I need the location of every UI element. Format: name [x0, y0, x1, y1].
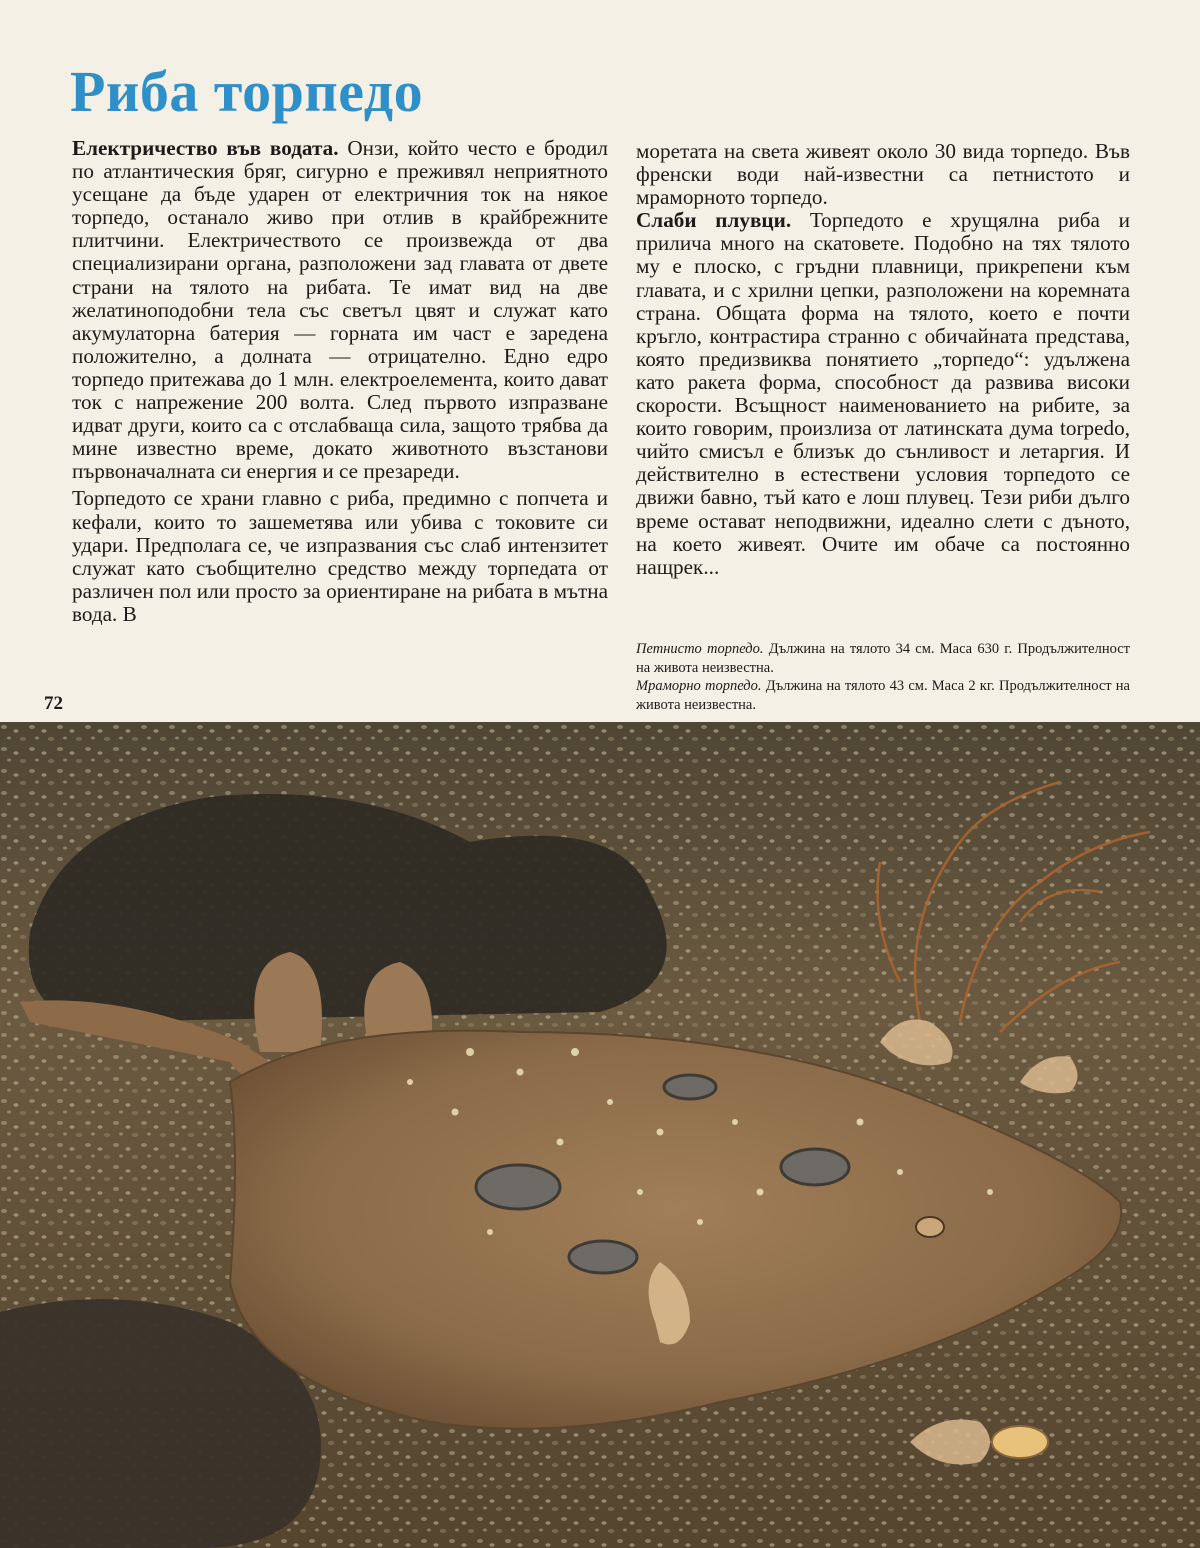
ray-eyespot — [569, 1241, 637, 1273]
paragraph-feeding: Торпедото се храни главно с риба, предимно с попчета и кефали, които то зашеметява или убива с токовите си удари. Предполага се, че изпразвания със слаб интензитет служат като съобщително средство между торпедата от различен пол или просто за ориентиране на рибата в мътна вода. В — [72, 486, 608, 626]
page-number: 72 — [44, 693, 63, 714]
torpedo-ray-illustration — [0, 722, 1200, 1548]
caption-species-name: Петнисто торпедо. — [636, 641, 764, 657]
page-title: Риба торпедо — [70, 59, 424, 124]
paragraph-text: Онзи, който често е бродил по атлантическия бряг, сигурно е преживял неприятното усещане да бъде ударен от електричния ток на някое торпедо, останало живо при отлив в крайбрежните плитчини. Електричеството се произвежда от два специализирани органа, разположени зад главата от двете страни на тялото на рибата. Те имат вид на две желатиноподобни тела със светъл цвят и служат като акумулаторна батерия — горната им част е заредена положително, а долната — отрицателно. Едно едро торпедо притежава до 1 млн. електроелемента, които дават ток с напрежение 200 волта. След първото изпразване идват други, които са с отслабваща сила, защото трябва да мине известно време, докато животното възстанови първоначалната си енергия и се презареди. — [72, 136, 608, 484]
paragraph-species-count: моретата на света живеят около 30 вида торпедо. Във френски води най-известни са петнистото и мраморното торпедо. — [636, 139, 1130, 210]
caption-species-name: Мраморно торпедо. — [636, 678, 762, 694]
figure-captions — [636, 640, 1130, 714]
caption-spotted-torpedo — [636, 640, 1130, 677]
paragraph-swimmers — [636, 209, 1130, 579]
right-text-column — [636, 140, 1130, 579]
ray-eyespot — [664, 1075, 716, 1099]
egg-case — [992, 1426, 1048, 1458]
ray-eyespot — [476, 1165, 560, 1209]
ray-eyespot — [781, 1149, 849, 1185]
caption-marbled-torpedo — [636, 677, 1130, 714]
paragraph-text: Торпедото е хрущялна риба и прилича много на скатовете. Подобно на тях тялото му е плоско, с гръдни плавници, прикрепени към главата, и с хрилни цепки, разположени на коремната страна. Общата форма на тялото, което е почти кръгло, контрастира странно с обичайната представа, която предизвиква понятието „торпедо“: удължена като ракета форма, способност да развива високи скорости. Всъщност наименованието на рибите, за които говорим, произлиза от латинската дума torpedo, чийто смисъл е близък до сънливост и летаргия. И действително в естествени условия торпедото се движи бавно, тъй като е лош плувец. Тези риби дълго време остават неподвижни, идеално слети с дъното, на което живеят. Очите им обаче са постоянно нащрек... — [636, 208, 1130, 579]
left-text-column — [72, 137, 608, 626]
section-heading-swimmers: Слаби плувци. — [636, 208, 792, 233]
paragraph-electricity — [72, 137, 608, 483]
caption-details: Дължина на тялото 43 см. Маса 2 кг. Продължителност на живота неизвестна. — [636, 678, 1130, 713]
ray-eye — [916, 1217, 944, 1237]
section-heading-electricity: Електричество във водата. — [72, 136, 339, 160]
caption-details: Дължина на тялото 34 см. Маса 630 г. Продължителност на живота неизвестна. — [636, 641, 1130, 676]
